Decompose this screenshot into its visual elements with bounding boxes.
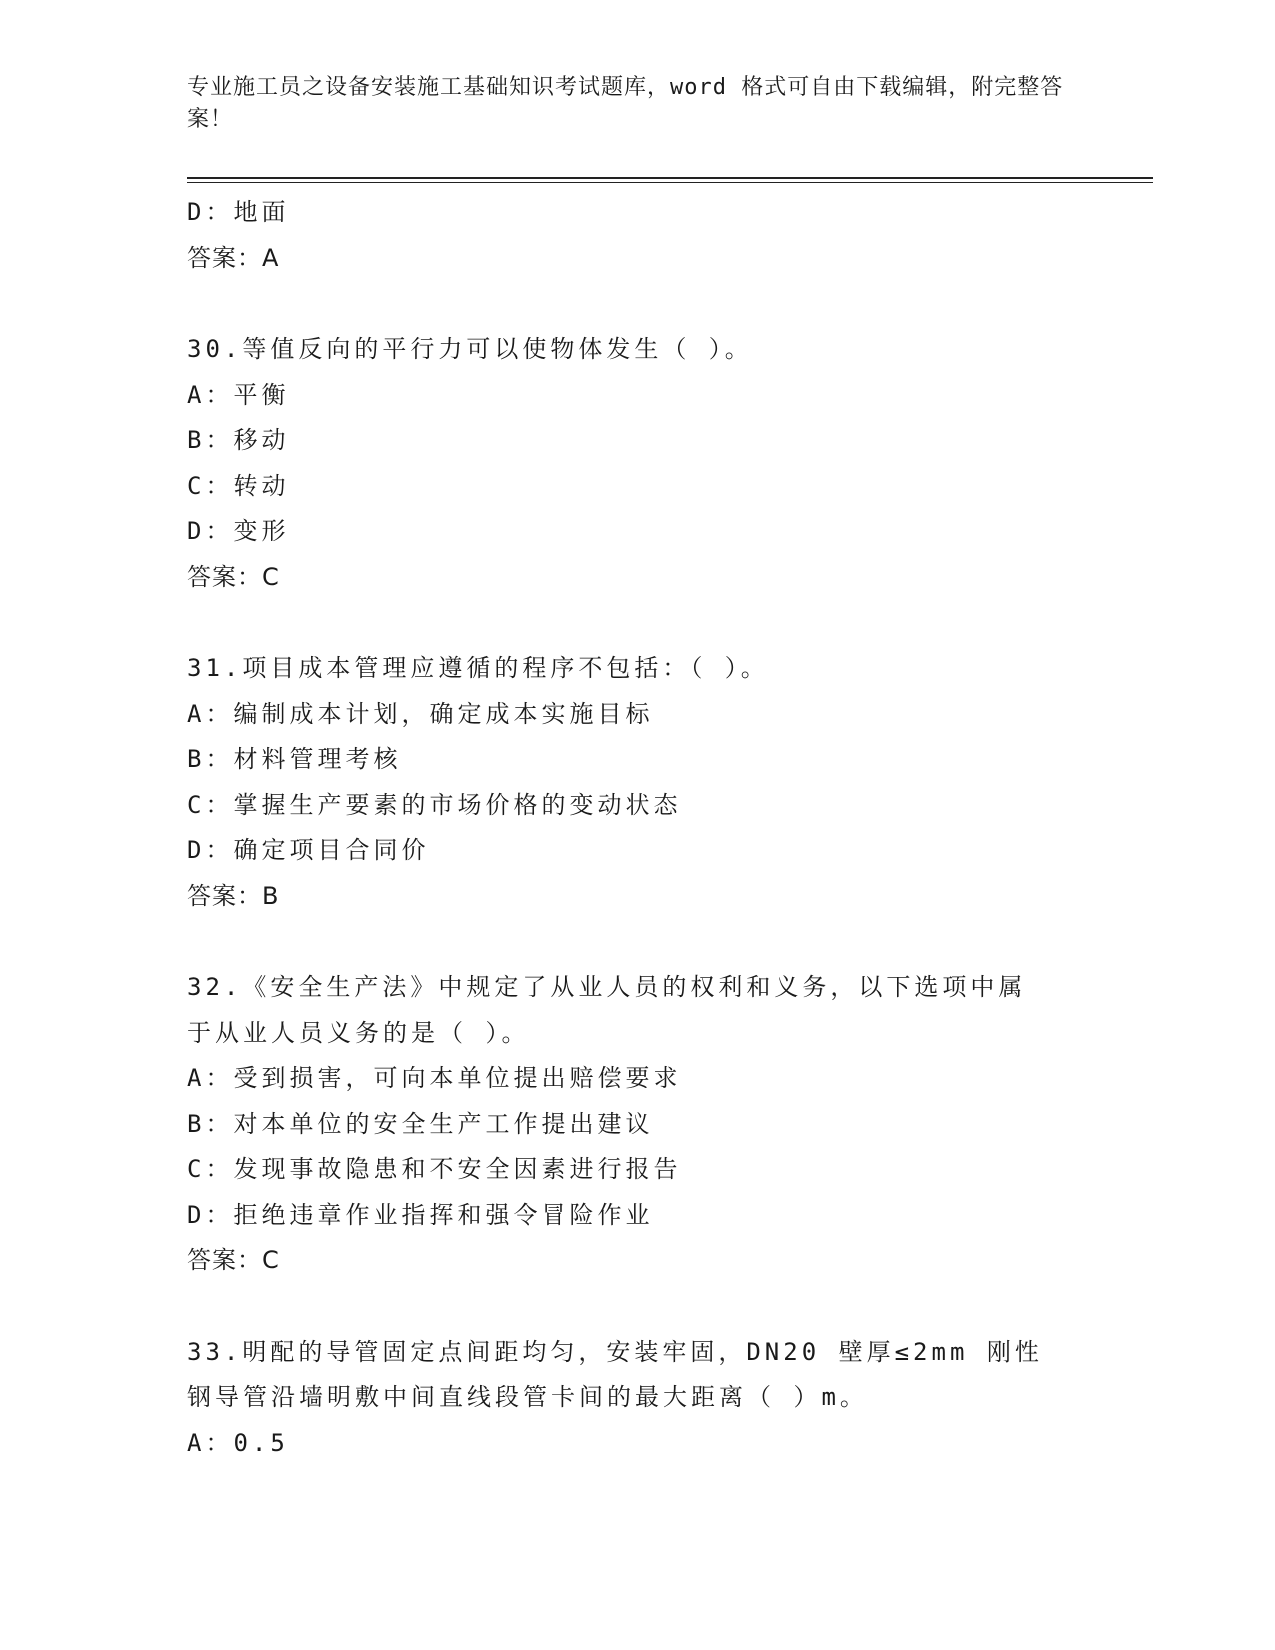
document-body (187, 190, 1087, 1466)
option-c: C：转动 (187, 471, 290, 500)
option-a: A：编制成本计划，确定成本实施目标 (187, 699, 654, 728)
question-title: 32.《安全生产法》中规定了从业人员的权利和义务，以下选项中属于从业人员义务的是（ ）。 (187, 973, 1027, 1047)
header-rule-thick (187, 177, 1153, 179)
option-b: B：材料管理考核 (187, 745, 402, 773)
option-a: A：平衡 (187, 380, 290, 409)
answer-line: 答案：A (187, 243, 280, 272)
page-header: 专业施工员之设备安装施工基础知识考试题库，word 格式可自由下载编辑，附完整答案！ (187, 75, 1064, 132)
question-31 (187, 646, 1087, 919)
question-title: 33.明配的导管固定点间距均匀，安装牢固，DN20 壁厚≤2mm 刚性钢导管沿墙明敷中间直线段管卡间的最大距离（ ）m。 (187, 1337, 1043, 1411)
option-b: B：对本单位的安全生产工作提出建议 (187, 1109, 654, 1138)
option-c: C：发现事故隐患和不安全因素进行报告 (187, 1155, 682, 1183)
option-d: D：拒绝违章作业指挥和强令冒险作业 (187, 1200, 654, 1229)
option-a: A：受到损害，可向本单位提出赔偿要求 (187, 1064, 682, 1092)
option-d: D：确定项目合同价 (187, 836, 430, 864)
question-32 (187, 965, 1087, 1284)
answer-line: 答案：B (187, 881, 280, 910)
option-d: D：地面 (187, 198, 290, 226)
answer-line: 答案：C (187, 562, 280, 591)
question-33 (187, 1330, 1087, 1467)
option-d: D：变形 (187, 517, 290, 545)
answer-line: 答案：C (187, 1246, 280, 1274)
option-b: B：移动 (187, 426, 290, 454)
question-title: 31.项目成本管理应遵循的程序不包括：（ ）。 (187, 654, 769, 682)
option-c: C：掌握生产要素的市场价格的变动状态 (187, 790, 682, 819)
question-title: 30.等值反向的平行力可以使物体发生（ ）。 (187, 335, 753, 363)
option-a: A：0.5 (187, 1428, 289, 1457)
header-rule-thin (187, 182, 1153, 183)
question-30 (187, 327, 1087, 600)
